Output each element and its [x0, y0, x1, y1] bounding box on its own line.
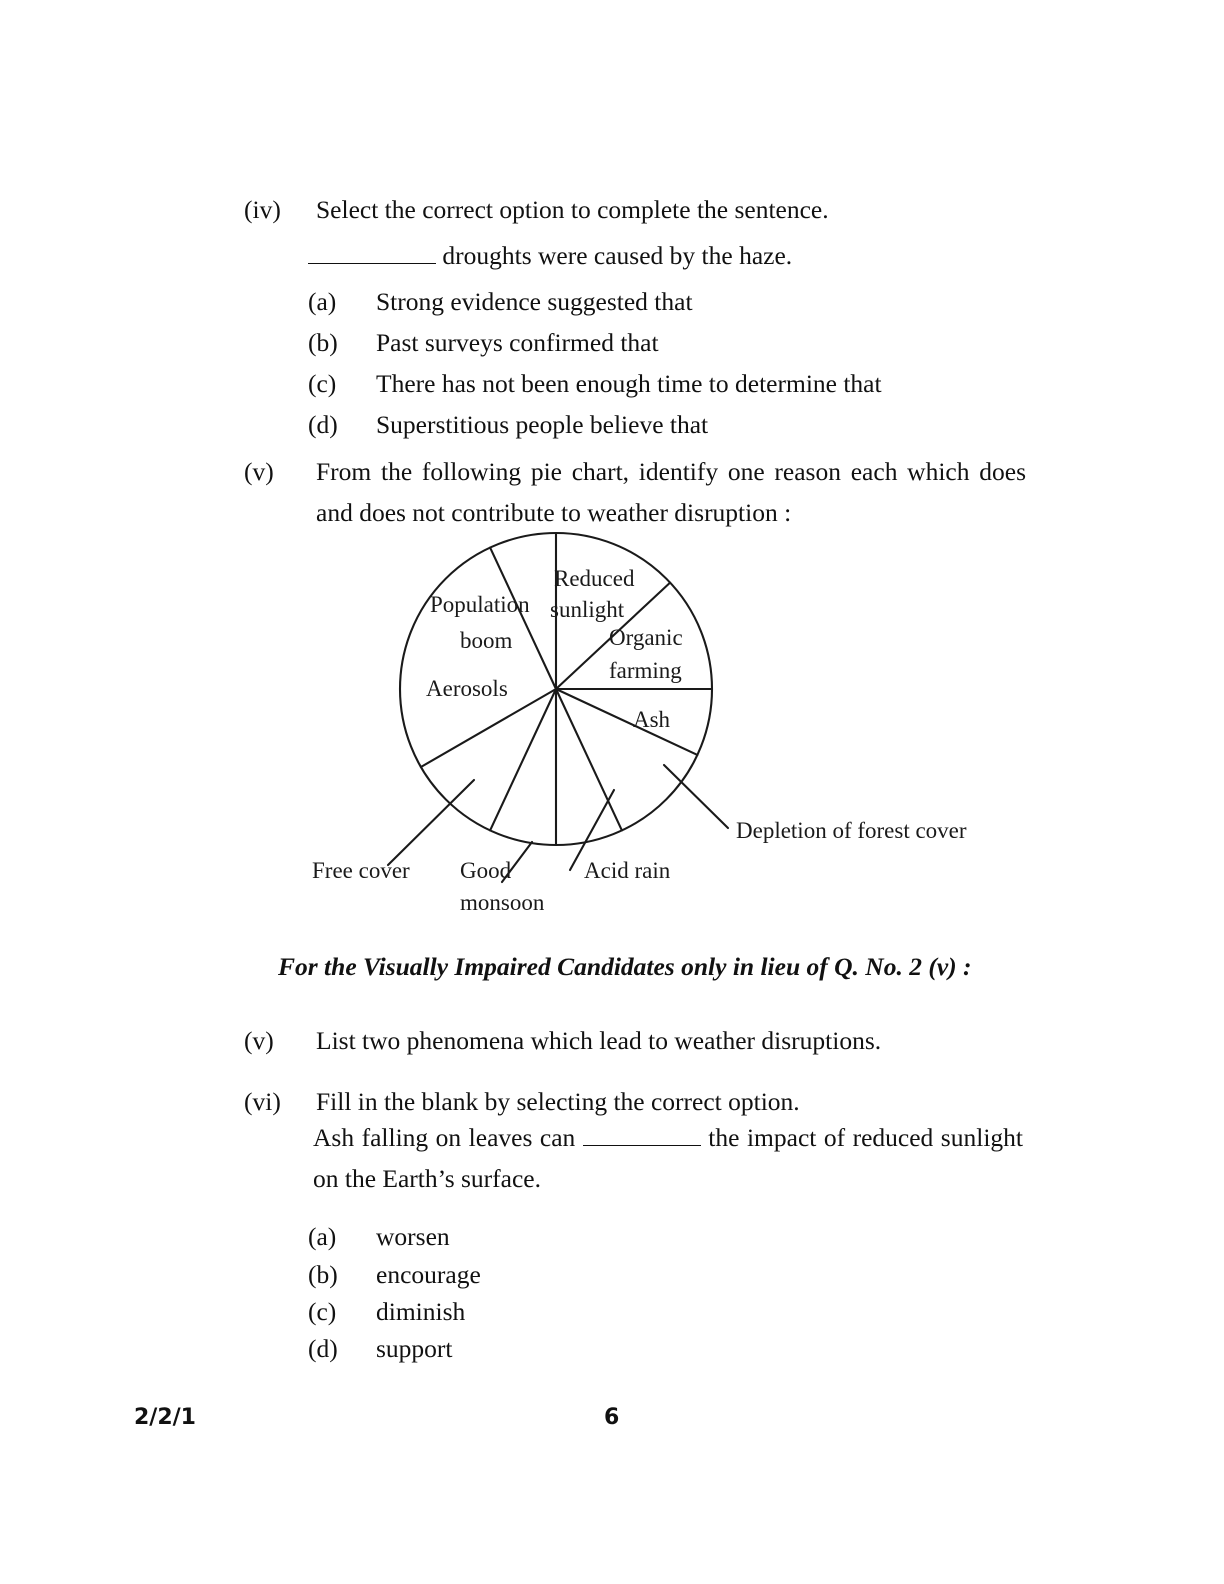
question-iv: [244, 189, 1044, 230]
question-iv-stem-text: [308, 235, 792, 276]
pie-label-population-boom-line2: boom: [460, 628, 513, 653]
pie-label-organic-farming-line1: Organic: [609, 625, 683, 650]
option-iv-c[interactable]: [308, 363, 882, 404]
pie-label-ash: Ash: [633, 707, 671, 732]
option-iv-b-text: Past surveys confirmed that: [376, 328, 659, 357]
pie-label-good-monsoon-line1: Good: [460, 858, 512, 883]
footer-page-number: 6: [604, 1405, 620, 1430]
option-iv-d[interactable]: [308, 404, 708, 445]
question-vi-marker: (vi): [244, 1087, 281, 1116]
divider-155deg: [556, 689, 622, 830]
option-vi-d-label: (d): [308, 1334, 338, 1363]
leader-depletion: [664, 765, 728, 828]
option-vi-b-text: encourage: [376, 1260, 481, 1289]
question-vi: [244, 1081, 1044, 1122]
fill-blank-iv[interactable]: [308, 240, 436, 264]
option-iv-d-label: (d): [308, 410, 338, 439]
option-iv-c-text: There has not been enough time to determine that: [376, 369, 882, 398]
option-vi-b-label: (b): [308, 1260, 338, 1289]
leader-free-cover: [388, 780, 474, 865]
question-iv-marker: (iv): [244, 195, 281, 224]
option-vi-a-label: (a): [308, 1222, 337, 1251]
question-v-alt-marker: (v): [244, 1026, 274, 1055]
footer-paper-code: 2/2/1: [134, 1405, 196, 1430]
pie-leader-lines: [388, 765, 728, 882]
option-vi-c[interactable]: [308, 1291, 465, 1332]
question-vi-prompt: Fill in the blank by selecting the correct option.: [316, 1087, 800, 1116]
divider-205deg: [490, 689, 556, 830]
question-v-alt: [244, 1020, 1044, 1061]
pie-label-depletion: Depletion of forest cover: [736, 818, 967, 843]
question-iv-stem-rest: droughts were caused by the haze.: [436, 241, 793, 270]
divider-115deg: [556, 689, 697, 755]
pie-label-good-monsoon-line2: monsoon: [460, 890, 545, 915]
option-vi-d-text: support: [376, 1334, 453, 1363]
pie-label-reduced-sunlight-line2: sunlight: [550, 597, 625, 622]
visually-impaired-heading: For the Visually Impaired Candidates only in lieu of Q. No. 2 (v) :: [278, 952, 972, 981]
option-iv-c-label: (c): [308, 369, 337, 398]
fill-blank-vi[interactable]: [583, 1122, 701, 1146]
option-vi-b[interactable]: [308, 1254, 481, 1295]
option-iv-b[interactable]: [308, 322, 659, 363]
pie-label-reduced-sunlight-line1: Reduced: [554, 566, 635, 591]
divider-335deg: [490, 548, 556, 689]
option-iv-b-label: (b): [308, 328, 338, 357]
option-vi-d[interactable]: [308, 1328, 453, 1369]
pie-chart: [296, 520, 996, 920]
question-v-prompt: From the following pie chart, identify one reason each which does and does not contribute to weather disruption :: [316, 457, 1026, 527]
pie-label-aerosols: Aerosols: [426, 676, 508, 701]
question-vi-stem-post: the impact of reduced sunlight on the Earth’s surface.: [313, 1123, 1023, 1193]
pie-label-population-boom-line1: Population: [430, 592, 530, 617]
option-iv-a-label: (a): [308, 287, 337, 316]
option-vi-a-text: worsen: [376, 1222, 450, 1251]
option-iv-d-text: Superstitious people believe that: [376, 410, 709, 439]
option-iv-a[interactable]: [308, 281, 693, 322]
question-vi-stem-pre: Ash falling on leaves can: [313, 1123, 583, 1152]
question-v-alt-prompt: List two phenomena which lead to weather disruptions.: [316, 1026, 882, 1055]
pie-label-organic-farming-line2: farming: [609, 658, 682, 683]
option-vi-a[interactable]: [308, 1216, 450, 1257]
question-iv-prompt: Select the correct option to complete the sentence.: [316, 195, 829, 224]
option-vi-c-text: diminish: [376, 1297, 466, 1326]
pie-label-free-cover: Free cover: [312, 858, 410, 883]
question-iv-stem: [308, 235, 1068, 276]
option-vi-c-label: (c): [308, 1297, 337, 1326]
option-iv-a-text: Strong evidence suggested that: [376, 287, 693, 316]
pie-chart-svg: [296, 520, 996, 920]
question-v-marker: (v): [244, 457, 274, 486]
pie-label-acid-rain: Acid rain: [584, 858, 671, 883]
question-vi-stem: [313, 1117, 1023, 1199]
question-vi-stem-text: [313, 1117, 1023, 1199]
